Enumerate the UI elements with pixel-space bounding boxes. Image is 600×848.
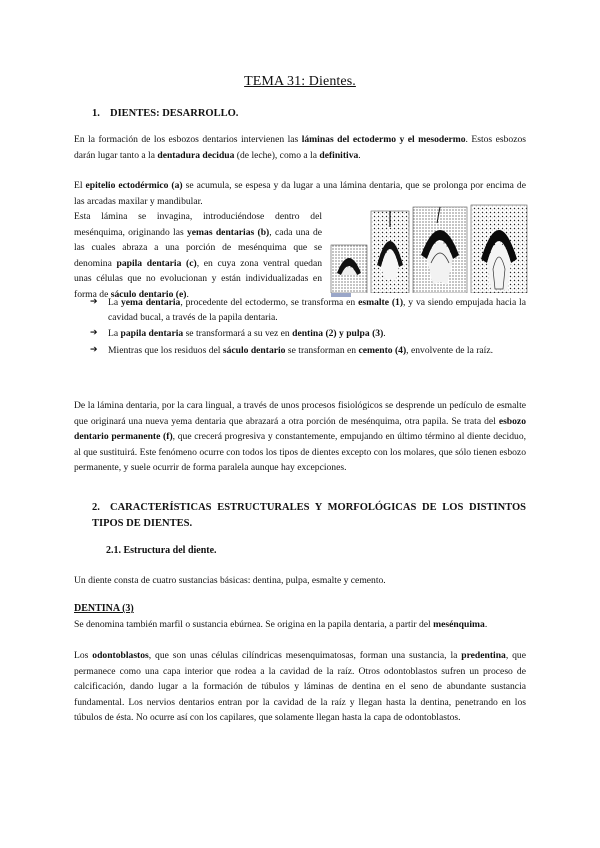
text: , que permanece como una capa interior que rodea a la cavidad de la raíz. Otros odontoblastos sufren un proceso de calcificación, dando lugar a la formación de túbulos y láminas de dentina en el seno de abundante sustancia fundamental. Los nervios dentarios entran por la cavidad de la raíz y llegan hasta la dentina, penetrando en los túbulos de ésta. No ocurre así con los capilares, que solamente llegan hasta la capa de odontoblastos. bbox=[74, 650, 526, 724]
page-title: TEMA 31: Dientes. bbox=[244, 74, 356, 89]
text: La bbox=[108, 297, 121, 308]
text: , que son unas células cilíndricas mesenquimatosas, forman una sustancia, la bbox=[148, 650, 462, 661]
bold-term: predentina bbox=[461, 650, 506, 661]
bold-term: láminas del ectodermo y el mesodermo bbox=[301, 134, 466, 145]
text: , que crecerá progresiva y constantemente, empujando en último término al diente deciduo, al que sustituirá. Este fenómeno ocurre con todos los tipos de dientes excepto con los molares, que sólo tienen esbozo permanente, y suele ocurrir de forma paralela aunque hay excepciones. bbox=[74, 431, 527, 474]
text: se transformará a su vez en bbox=[183, 328, 293, 340]
bold-term: esbozo dentario permanente (f) bbox=[74, 415, 526, 443]
bold-term: sáculo dentario (e) bbox=[110, 288, 187, 300]
section-2-title: CARACTERÍSTICAS ESTRUCTURALES Y MORFOLÓGICAS DE LOS DISTINTOS TIPOS DE DIENTES. bbox=[92, 502, 526, 529]
bold-term: definitiva bbox=[319, 149, 359, 161]
bold-term: epitelio ectodérmico (a) bbox=[85, 180, 183, 191]
arrow-icon: ➔ bbox=[90, 328, 98, 339]
text: , envolvente de la raíz. bbox=[406, 344, 494, 356]
bold-term: sáculo dentario bbox=[222, 344, 286, 356]
bold-term: papila dentaria bbox=[120, 328, 184, 340]
text: De la lámina dentaria, por la cara lingual, a través de unos procesos fisiológicos se desprende un pedículo de esmalte que originará una nueva yema dentaria que abrazará a otra porción de mesénquima, otra papila. Se trata del bbox=[74, 400, 526, 427]
paragraph-marfil bbox=[74, 617, 526, 633]
bold-term: odontoblastos bbox=[92, 650, 149, 661]
paragraph-odontoblastos bbox=[74, 648, 526, 726]
bold-term: dentina (2) y pulpa (3) bbox=[292, 328, 384, 340]
paragraph-invagina bbox=[74, 209, 322, 303]
subsection-2-1-heading: 2.1. Estructura del diente. bbox=[106, 545, 217, 556]
text: , en cuya zona ventral quedan unas células que no evolucionan y están individualizadas en forma de bbox=[74, 257, 322, 300]
text: . bbox=[358, 149, 361, 161]
paragraph-formation bbox=[74, 132, 526, 163]
section-1-number: 1. bbox=[92, 108, 100, 119]
section-2-heading bbox=[92, 500, 526, 531]
text: , y va siendo empujada hacia la cavidad bucal, a través de la papila dentaria. bbox=[108, 297, 526, 324]
text: Los bbox=[74, 650, 93, 661]
stage-crown bbox=[471, 205, 527, 293]
text: (de leche), como a la bbox=[234, 149, 320, 161]
dentina-heading: DENTINA (3) bbox=[74, 603, 134, 614]
text: , procedente del ectodermo, se transforma en bbox=[180, 297, 359, 308]
stage-cap bbox=[371, 211, 409, 293]
bold-term: mesénquima bbox=[433, 619, 485, 630]
stage-bud bbox=[331, 245, 367, 293]
bold-term: yemas dentarias (b) bbox=[186, 226, 270, 238]
text: se acumula, se espesa y da lugar a una lámina dentaria, que se prolonga por encima de las arcadas maxilar y mandibular. bbox=[74, 180, 526, 207]
arrow-icon: ➔ bbox=[90, 297, 98, 307]
bullet-item bbox=[90, 343, 526, 358]
bold-term: yema dentaria bbox=[120, 297, 181, 308]
tooth-development-illustration bbox=[329, 203, 529, 299]
text: . bbox=[383, 328, 386, 340]
arrow-icon: ➔ bbox=[90, 344, 98, 355]
bold-term: dentadura decidua bbox=[157, 149, 235, 161]
development-bullet-list bbox=[90, 295, 526, 359]
text: . Estos esbozos darán lugar tanto a la bbox=[74, 134, 526, 161]
text: La bbox=[108, 328, 121, 340]
paragraph-esbozo-permanente bbox=[74, 398, 526, 476]
bullet-item bbox=[90, 326, 526, 341]
bold-term: cemento (4) bbox=[358, 344, 407, 356]
text: El bbox=[74, 180, 86, 191]
text: Se denomina también marfil o sustancia ebúrnea. Se origina en la papila dentaria, a partir del bbox=[74, 619, 434, 630]
text: . bbox=[186, 288, 189, 300]
bullet-item bbox=[90, 295, 526, 325]
section-1-heading bbox=[92, 108, 238, 119]
text: En la formación de los esbozos dentarios intervienen las bbox=[74, 134, 302, 145]
text: Esta lámina se invagina, introduciéndose dentro del mesénquima, originando las bbox=[74, 211, 322, 238]
section-2-number: 2. bbox=[92, 502, 100, 513]
text: Mientras que los residuos del bbox=[108, 344, 223, 356]
paragraph-sustancias: Un diente consta de cuatro sustancias básicas: dentina, pulpa, esmalte y cemento. bbox=[74, 575, 386, 586]
bold-term: esmalte (1) bbox=[358, 297, 404, 308]
stage-bell bbox=[413, 207, 467, 293]
text: . bbox=[484, 619, 488, 630]
text: , cada una de las cuales abraza a una porción de mesénquima que se denomina bbox=[74, 226, 322, 269]
section-1-title: DIENTES: DESARROLLO. bbox=[110, 108, 239, 119]
bold-term: papila dentaria (c) bbox=[116, 257, 197, 269]
text: se transforman en bbox=[285, 344, 359, 356]
